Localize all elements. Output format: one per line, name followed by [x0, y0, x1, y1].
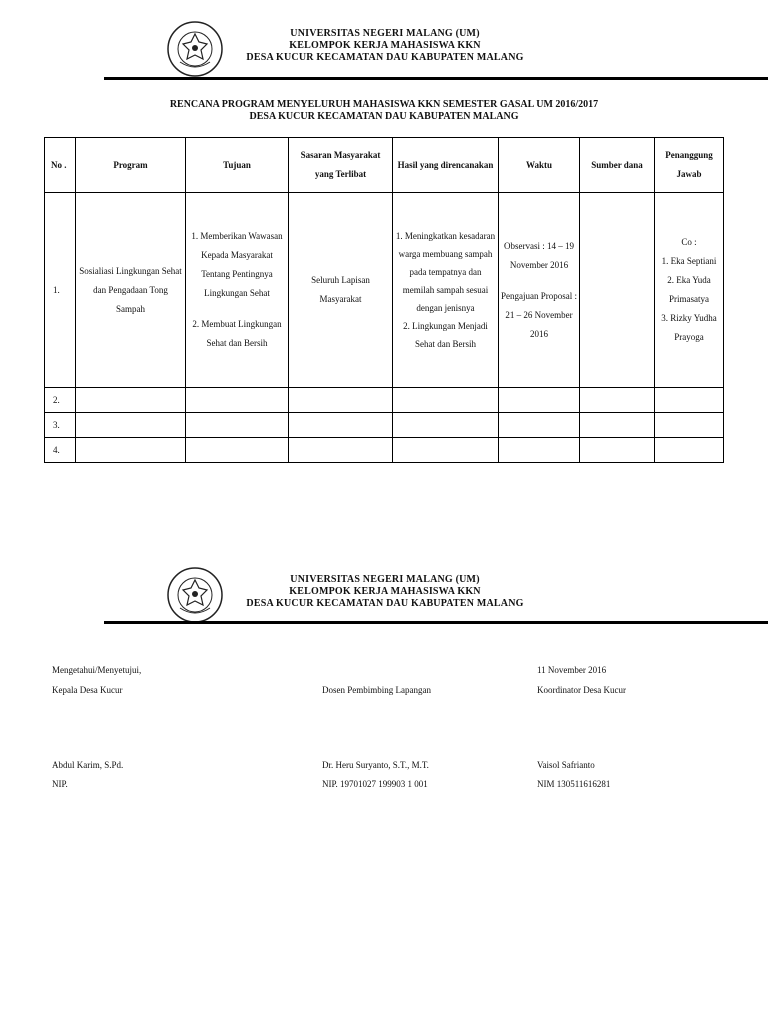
header-rule	[104, 77, 768, 80]
sig-right-id: NIM 130511616281	[537, 779, 611, 789]
letterhead-text	[200, 574, 570, 610]
sig-left-id: NIP.	[52, 779, 68, 789]
sig-right-date: 11 November 2016	[537, 665, 607, 675]
document-title	[0, 99, 768, 123]
letterhead-bottom	[0, 566, 768, 626]
col-header-hasil: Hasil yang direncanakan	[393, 138, 499, 193]
letterhead-line-3: DESA KUCUR KECAMATAN DAU KABUPATEN MALANG	[246, 598, 524, 609]
pj-item-0: Co :	[681, 237, 697, 247]
table-row	[45, 438, 724, 463]
program-plan-table	[44, 137, 724, 463]
pj-item-2: 2. Eka Yuda Primasatya	[667, 275, 711, 304]
cell-no: 2.	[45, 388, 76, 413]
title-line-2: DESA KUCUR KECAMATAN DAU KABUPATEN MALANG	[249, 111, 519, 122]
hasil-item-1: 1. Meningkatkan kesadaran warga membuang sampah pada tempatnya dan memilah sampah sesuai dengan jenisnya	[395, 231, 496, 313]
letterhead-text	[200, 28, 570, 64]
sig-left-name: Abdul Karim, S.Pd.	[52, 760, 124, 770]
tujuan-item-1: 1. Memberikan Wawasan Kepada Masyarakat Tentang Pentingnya Lingkungan Sehat	[191, 231, 283, 298]
col-header-pj: Penanggung Jawab	[655, 138, 724, 193]
cell-no: 3.	[45, 413, 76, 438]
table-row	[45, 193, 724, 388]
col-header-program: Program	[76, 138, 186, 193]
sig-middle-name: Dr. Heru Suryanto, S.T., M.T.	[322, 760, 429, 770]
cell-pj	[655, 193, 724, 388]
col-header-waktu: Waktu	[499, 138, 580, 193]
sig-right-line-2: Koordinator Desa Kucur	[537, 685, 626, 695]
cell-sumber	[580, 193, 655, 388]
letterhead-line-2: KELOMPOK KERJA MAHASISWA KKN	[289, 586, 481, 597]
cell-waktu	[499, 193, 580, 388]
cell-program: Sosialiasi Lingkungan Sehat dan Pengadaan Tong Sampah	[76, 193, 186, 388]
letterhead-line-2: KELOMPOK KERJA MAHASISWA KKN	[289, 40, 481, 51]
col-header-sasaran: Sasaran Masyarakat yang Terlibat	[289, 138, 393, 193]
pj-item-3: 3. Rizky Yudha Prayoga	[661, 313, 717, 342]
sig-middle-line-2: Dosen Pembimbing Lapangan	[322, 685, 431, 695]
title-line-1: RENCANA PROGRAM MENYELURUH MAHASISWA KKN SEMESTER GASAL UM 2016/2017	[169, 99, 599, 110]
waktu-item-2: Pengajuan Proposal : 21 – 26 November 2016	[501, 290, 577, 339]
table-row	[45, 413, 724, 438]
table-header-row	[45, 138, 724, 193]
hasil-item-2: 2. Lingkungan Menjadi Sehat dan Bersih	[403, 321, 488, 349]
sig-left-line-2: Kepala Desa Kucur	[52, 685, 123, 695]
cell-tujuan	[186, 193, 289, 388]
sig-left-line-1: Mengetahui/Menyetujui,	[52, 665, 142, 675]
cell-hasil	[393, 193, 499, 388]
table-row	[45, 388, 724, 413]
header-rule	[104, 621, 768, 624]
sig-middle-id: NIP. 19701027 199903 1 001	[322, 779, 428, 789]
cell-no: 1.	[45, 193, 76, 388]
tujuan-item-2: 2. Membuat Lingkungan Sehat dan Bersih	[192, 319, 282, 348]
letterhead-line-1: UNIVERSITAS NEGERI MALANG (UM)	[290, 28, 480, 39]
pj-item-1: 1. Eka Septiani	[661, 256, 717, 266]
col-header-sumber: Sumber dana	[580, 138, 655, 193]
col-header-tujuan: Tujuan	[186, 138, 289, 193]
letterhead-line-1: UNIVERSITAS NEGERI MALANG (UM)	[290, 574, 480, 585]
cell-sasaran: Seluruh Lapisan Masyarakat	[289, 193, 393, 388]
letterhead-top	[0, 20, 768, 80]
letterhead-line-3: DESA KUCUR KECAMATAN DAU KABUPATEN MALANG	[246, 52, 524, 63]
waktu-item-1: Observasi : 14 – 19 November 2016	[504, 240, 574, 270]
sig-right-name: Vaisol Safrianto	[537, 760, 595, 770]
col-header-no: No .	[45, 138, 76, 193]
cell-no: 4.	[45, 438, 76, 463]
